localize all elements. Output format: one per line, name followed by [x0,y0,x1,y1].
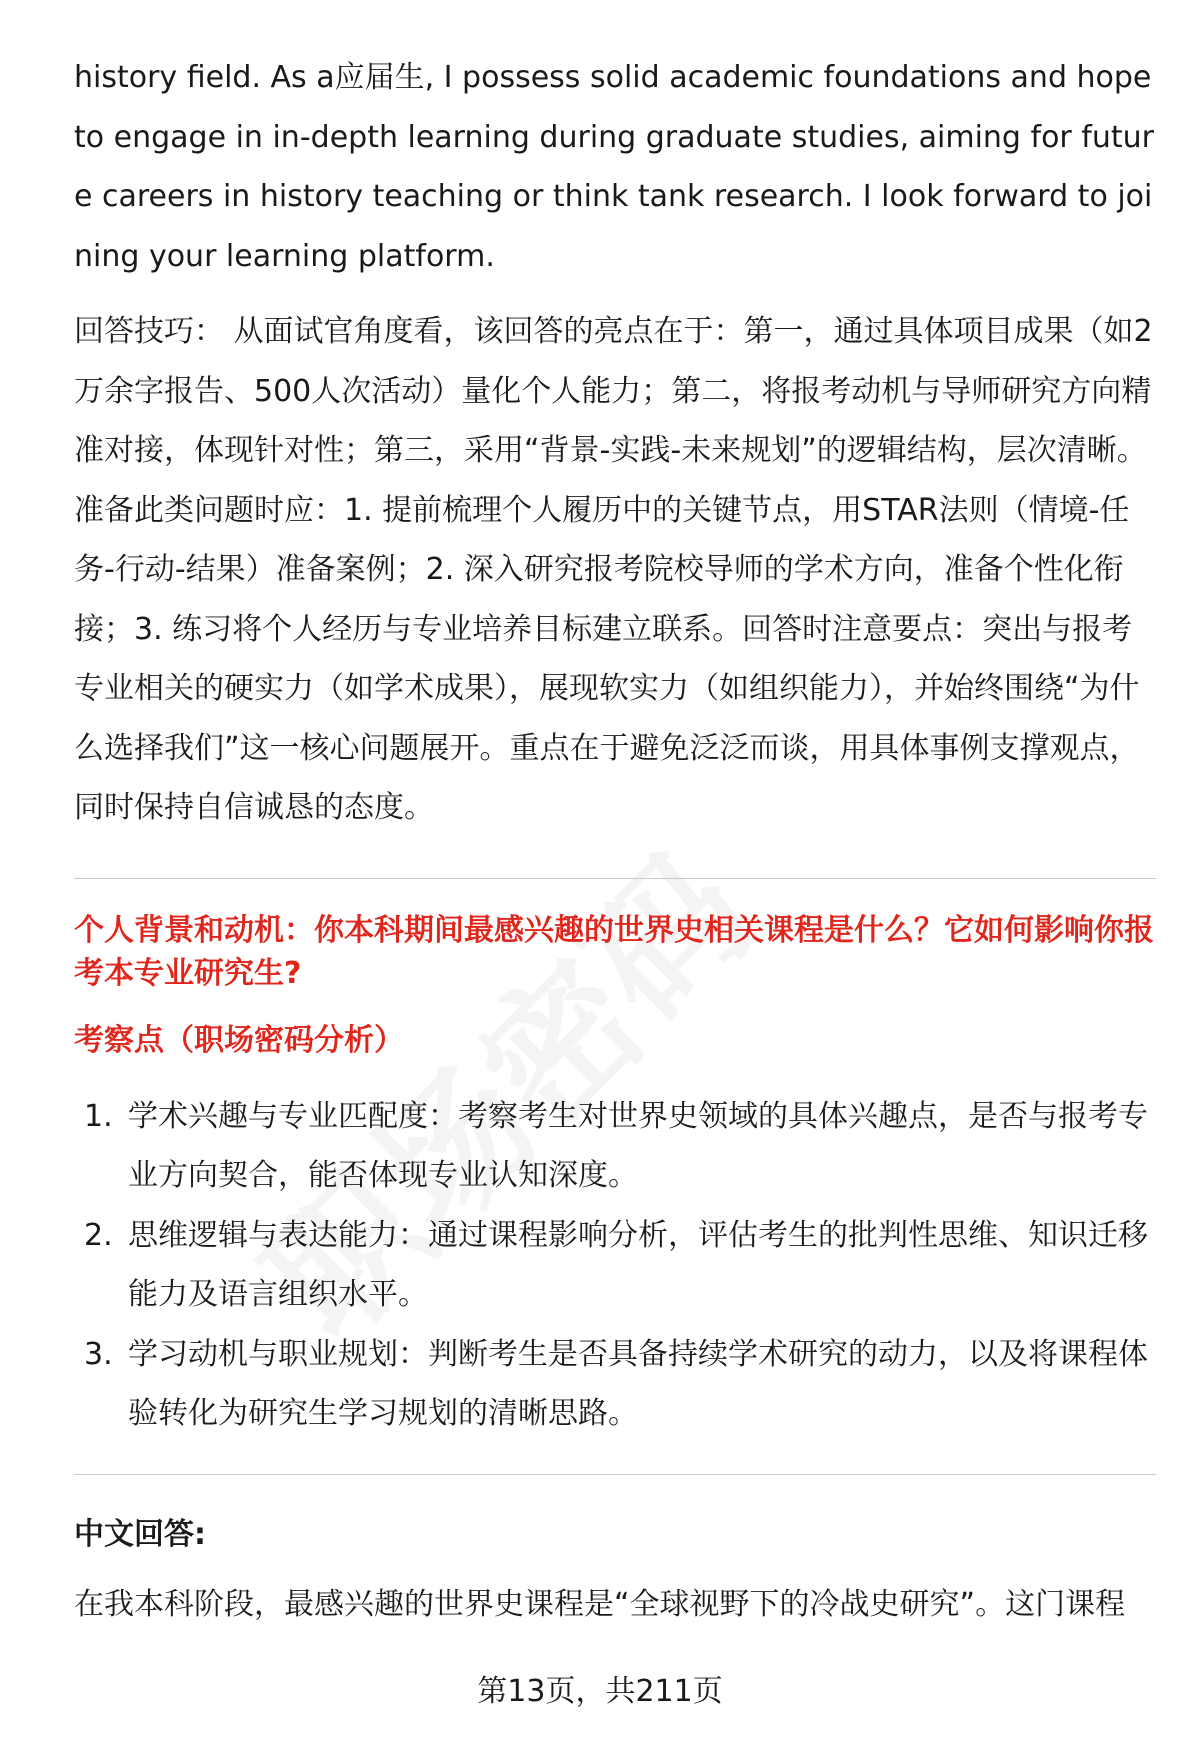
list-item-number: 3. [84,1336,113,1372]
page-number-footer: 第13页，共211页 [477,1674,723,1709]
answer-tips-paragraph: 回答技巧： 从面试官角度看，该回答的亮点在于：第一，通过具体项目成果（如2万余字报告、500人次活动）量化个人能力；第二，将报考动机与导师研究方向精准对接，体现针对性；第三，采用“背景-实践-未来规划”的逻辑结构，层次清晰。准备此类问题时应：1. 提前梳理个人履历中的关键节点，用STAR法则（情境-任务-行动-结果）准备案例；2. 深入研究报考院校导师的学术方向，准备个性化衔接；3. 练习将个人经历与专业培养目标建立联系。回答时注意要点：突出与报考专业相关的硬实力（如学术成果），展现软实力（如组织能力），并始终围绕“为什么选择我们”这一核心问题展开。重点在于避免泛泛而谈，用具体事例支撑观点，同时保持自信诚恳的态度。 [74,314,1153,825]
list-item-text: 学术兴趣与专业匹配度：考察考生对世界史领域的具体兴趣点，是否与报考专业方向契合，能否体现专业认知深度。 [128,1098,1148,1193]
list-item [74,1206,1156,1325]
assessment-points-list [74,1087,1156,1444]
list-item-text: 思维逻辑与表达能力：通过课程影响分析，评估考生的批判性思维、知识迁移能力及语言组织水平。 [128,1217,1148,1312]
assessment-section-label: 考察点（职场密码分析） [74,1022,404,1058]
list-item-text: 学习动机与职业规划：判断考生是否具备持续学术研究的动力，以及将课程体验转化为研究生学习规划的清晰思路。 [128,1336,1148,1431]
list-item-number: 2. [84,1217,113,1253]
chinese-answer-label: 中文回答: [74,1516,206,1552]
list-item-number: 1. [84,1098,113,1134]
section-divider [74,878,1156,879]
question-title: 个人背景和动机：你本科期间最感兴趣的世界史相关课程是什么？它如何影响你报考本专业研究生? [74,912,1154,991]
list-item [74,1087,1156,1206]
chinese-answer-paragraph: 在我本科阶段，最感兴趣的世界史课程是“全球视野下的冷战史研究”。这门课程 [74,1586,1126,1622]
document-page [74,48,1156,1634]
intro-paragraph: history field. As a应届生, I possess solid academic foundations and hope to engage in in-depth learning during graduate studies, aiming for future careers in history teaching or think tank research. I look forward to joining your learning platform. [74,60,1154,274]
list-item [74,1325,1156,1444]
section-divider [74,1474,1156,1475]
